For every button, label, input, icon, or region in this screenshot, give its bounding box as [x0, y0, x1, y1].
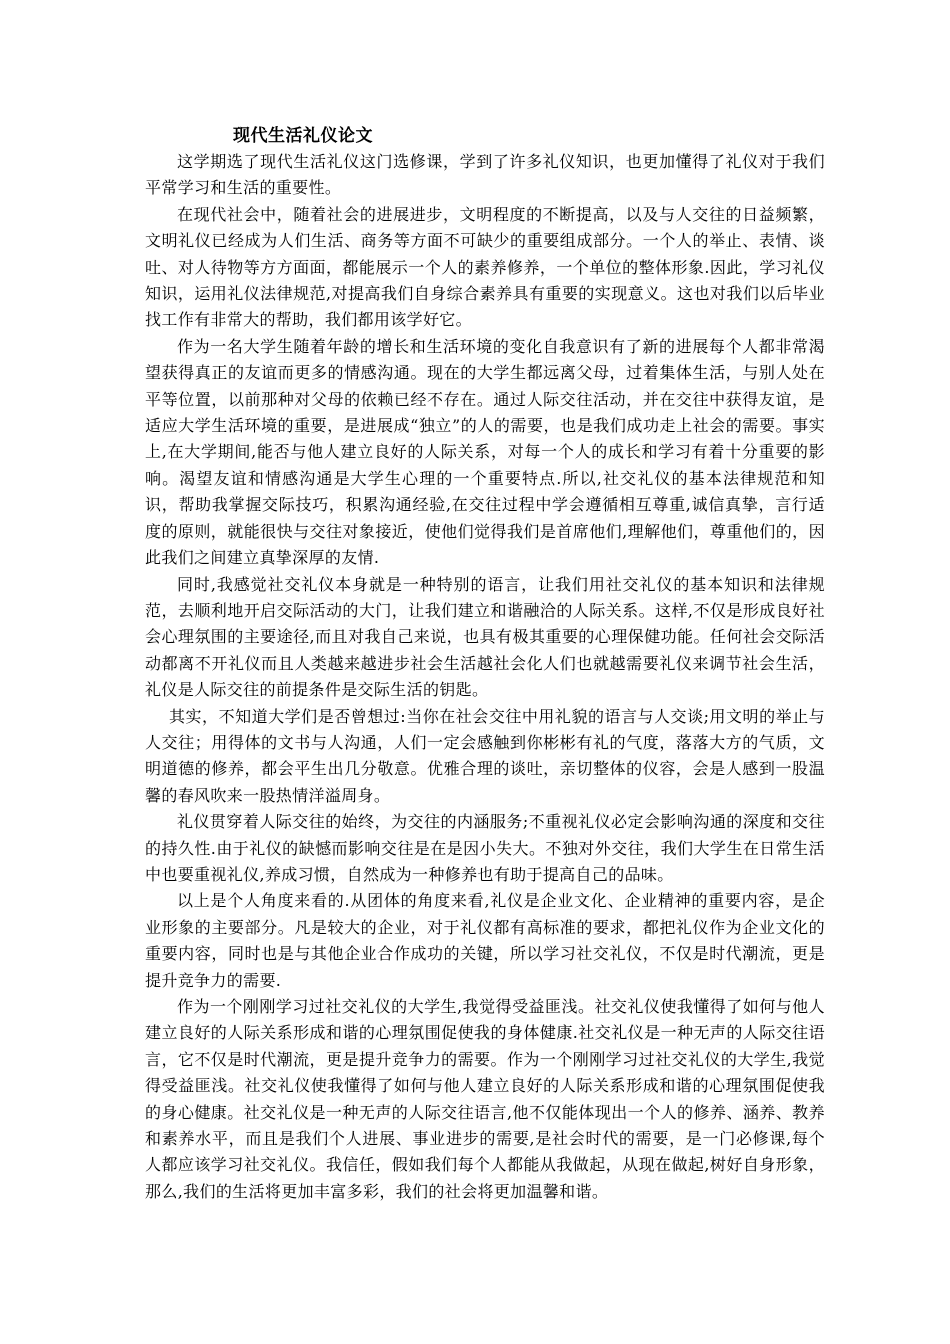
document-title: 现代生活礼仪论文	[233, 126, 373, 146]
paragraph-4: 同时,我感觉社交礼仪本身就是一种特别的语言，让我们用社交礼仪的基本知识和法律规范，去顺利地开启交际活动的大门，让我们建立和谐融洽的人际关系。这样,不仅是形成良好社会心理氛围的主要途径,而且对我自己来说，也具有极其重要的心理保健功能。任何社会交际活动都离不开礼仪而且人类越来越进步社会生活越社会化人们也就越需要礼仪来调节社会生活，礼仪是人际交往的前提条件是交际生活的钥匙。	[145, 574, 825, 700]
paragraph-6: 礼仪贯穿着人际交往的始终，为交往的内涵服务;不重视礼仪必定会影响沟通的深度和交往的持久性.由于礼仪的缺憾而影响交往是在是因小失大。不独对外交往，我们大学生在日常生活中也要重视礼仪,养成习惯，自然成为一种修养也有助于提高自己的品味。	[145, 812, 825, 884]
paragraph-8: 作为一个刚刚学习过社交礼仪的大学生,我觉得受益匪浅。社交礼仪使我懂得了如何与他人建立良好的人际关系形成和谐的心理氛围促使我的身体健康.社交礼仪是一种无声的人际交往语言，它不仅是时代潮流，更是提升竞争力的需要。作为一个刚刚学习过社交礼仪的大学生,我觉得受益匪浅。社交礼仪使我懂得了如何与他人建立良好的人际关系形成和谐的心理氛围促使我的身心健康。社交礼仪是一种无声的人际交往语言,他不仅能体现出一个人的修养、涵养、教养和素养水平，而且是我们个人进展、事业进步的需要,是社会时代的需要，是一门必修课,每个人都应该学习社交礼仪。我信任，假如我们每个人都能从我做起，从现在做起,树好自身形象，那么,我们的生活将更加丰富多彩，我们的社会将更加温馨和谐。	[145, 997, 825, 1201]
paragraph-2: 在现代社会中，随着社会的进展进步，文明程度的不断提高，以及与人交往的日益频繁，文明礼仪已经成为人们生活、商务等方面不可缺少的重要组成部分。一个人的举止、表情、谈吐、对人待物等方方面面，都能展示一个人的素养修养，一个单位的整体形象.因此，学习礼仪知识，运用礼仪法律规范,对提高我们自身综合素养具有重要的实现意义。这也对我们以后毕业找工作有非常大的帮助，我们都用该学好它。	[145, 204, 825, 330]
document-page	[145, 123, 825, 1205]
paragraph-1: 这学期选了现代生活礼仪这门选修课，学到了许多礼仪知识，也更加懂得了礼仪对于我们平常学习和生活的重要性。	[145, 152, 825, 198]
paragraph-7: 以上是个人角度来看的.从团体的角度来看,礼仪是企业文化、企业精神的重要内容，是企业形象的主要部分。凡是较大的企业，对于礼仪都有高标准的要求，都把礼仪作为企业文化的重要内容，同时也是与其他企业合作成功的关键，所以学习社交礼仪，不仅是时代潮流，更是提升竞争力的需要.	[145, 891, 825, 990]
paragraph-5: 其实，不知道大学们是否曾想过:当你在社会交往中用礼貌的语言与人交谈;用文明的举止与人交往；用得体的文书与人沟通，人们一定会感触到你彬彬有礼的气度，落落大方的气质，文明道德的修养，都会平生出几分敬意。优雅合理的谈吐，亲切整体的仪容，会是人感到一股温馨的春风吹来一股热情洋溢周身。	[145, 706, 825, 805]
paragraph-3: 作为一名大学生随着年龄的增长和生活环境的变化自我意识有了新的进展每个人都非常渴望获得真正的友谊而更多的情感沟通。现在的大学生都远离父母，过着集体生活，与别人处在平等位置，以前那种对父母的依赖已经不存在。通过人际交往活动，并在交往中获得友谊，是适应大学生活环境的重要，是进展成“独立”的人的需要，也是我们成功走上社会的需要。事实上,在大学期间,能否与他人建立良好的人际关系，对每一个人的成长和学习有着十分重要的影响。渴望友谊和情感沟通是大学生心理的一个重要特点.所以,社交礼仪的基本法律规范和知识，帮助我掌握交际技巧，积累沟通经验,在交往过程中学会遵循相互尊重,诚信真挚，言行适度的原则，就能很快与交往对象接近，使他们觉得我们是首席他们,理解他们，尊重他们的，因此我们之间建立真挚深厚的友情.	[145, 336, 825, 568]
